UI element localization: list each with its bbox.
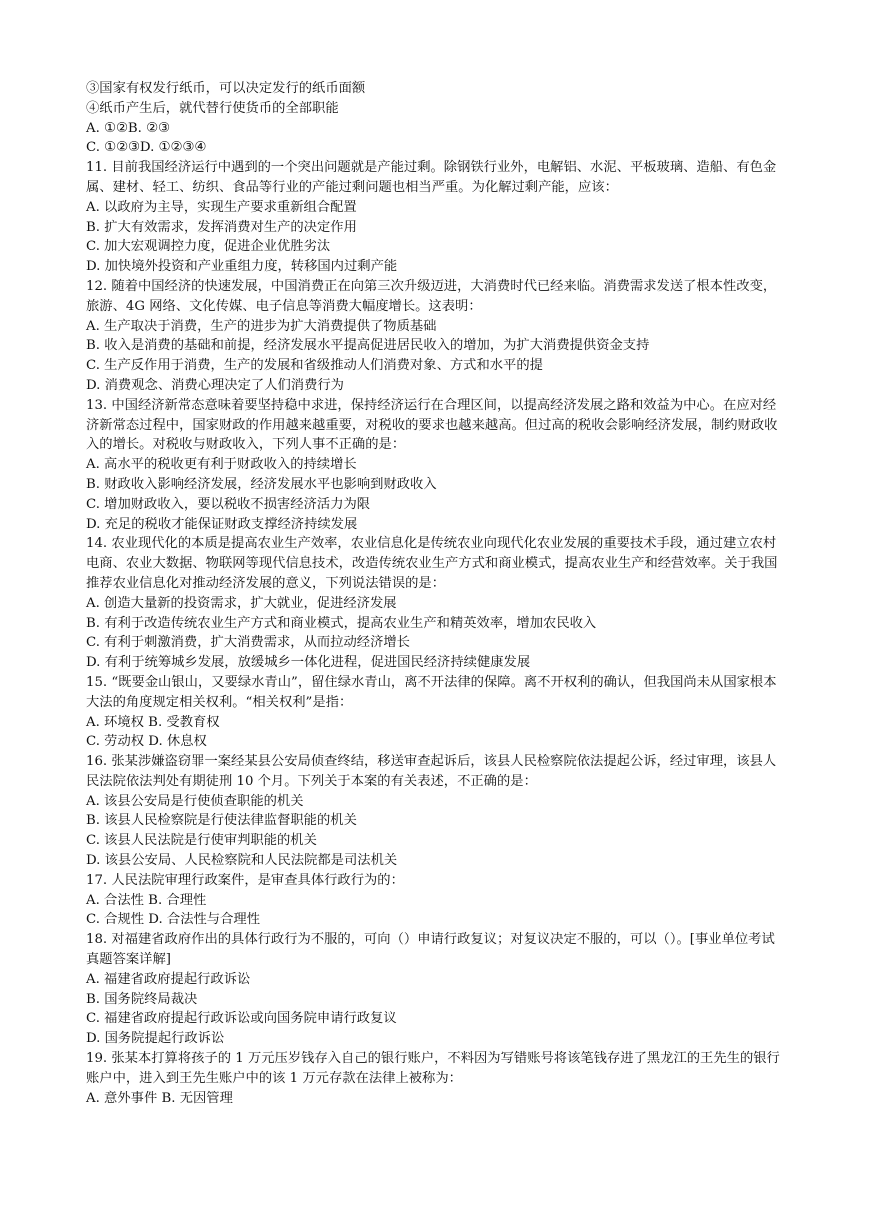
option-line: A. 该县公安局是行使侦查职能的机关 xyxy=(86,793,304,809)
option-line: ④纸币产生后，就代替行使货币的全部职能 xyxy=(86,100,339,116)
option-line: D. 有利于统筹城乡发展，放缓城乡一体化进程，促进国民经济持续健康发展 xyxy=(86,655,531,671)
option-line: D. 加快境外投资和产业重组力度，转移国内过剩产能 xyxy=(86,259,398,275)
question-15: 15. “既要金山银山，又要绿水青山”，留住绿水青山，离不开法律的保障。离不开权利的确认，但我国尚未从国家根本大法的角度规定相关权利。“相关权利”是指： xyxy=(86,674,777,710)
question-16: 16. 张某涉嫌盗窃罪一案经某县公安局侦查终结，移送审查起诉后，该县人民检察院依法提起公诉，经过审理，该县人民法院依法判处有期徒刑 10 个月。下列关于本案的有关表述，不正确的是： xyxy=(86,754,777,789)
option-line: B. 该县人民检察院是行使法律监督职能的机关 xyxy=(86,813,357,829)
option-line: A. 福建省政府提起行政诉讼 xyxy=(86,971,251,987)
option-line: ③国家有权发行纸币，可以决定发行的纸币面额 xyxy=(86,81,366,96)
option-line: D. 国务院提起行政诉讼 xyxy=(86,1031,225,1047)
option-line: C. 合规性 D. 合法性与合理性 xyxy=(86,912,260,928)
option-line: C. 增加财政收入，要以税收不损害经济活力为限 xyxy=(86,496,371,512)
document-body xyxy=(86,79,786,1108)
question-11: 11. 目前我国经济运行中遇到的一个突出问题就是产能过剩。除钢铁行业外，电解铝、水泥、平板玻璃、造船、有色金属、建材、轻工、纺织、食品等行业的产能过剩问题也相当严重。为化解过剩产能，应该： xyxy=(86,160,777,195)
question-18: 18. 对福建省政府作出的具体行政行为不服的，可向（）申请行政复议；对复议决定不服的，可以（）。[事业单位考试真题答案详解] xyxy=(86,932,775,968)
option-line: C. 生产反作用于消费，生产的发展和省级推动人们消费对象、方式和水平的提 xyxy=(86,358,543,374)
option-line: A. 生产取决于消费，生产的进步为扩大消费提供了物质基础 xyxy=(86,318,437,334)
option-line: A. ①②B. ②③ xyxy=(86,120,170,136)
question-13: 13. 中国经济新常态意味着要坚持稳中求进，保持经济运行在合理区间，以提高经济发展之路和效益为中心。在应对经济新常态过程中，国家财政的作用越来越重要，对税收的要求也越来越高。但过高的税收会影响经济发展，制约财政收入的增长。对税收与财政收入，下列人事不正确的是： xyxy=(86,397,778,453)
option-line: B. 国务院终局裁决 xyxy=(86,991,198,1007)
option-line: C. 有利于刺激消费，扩大消费需求，从而拉动经济增长 xyxy=(86,635,410,651)
option-line: D. 充足的税收才能保证财政支撑经济持续发展 xyxy=(86,516,358,532)
option-line: D. 该县公安局、人民检察院和人民法院都是司法机关 xyxy=(86,853,398,869)
option-line: A. 合法性 B. 合理性 xyxy=(86,892,207,908)
option-line: C. 福建省政府提起行政诉讼或向国务院申请行政复议 xyxy=(86,1011,397,1027)
option-line: A. 创造大量新的投资需求，扩大就业，促进经济发展 xyxy=(86,595,397,611)
question-19: 19. 张某本打算将孩子的 1 万元压岁钱存入自己的银行账户，不料因为写错账号将该笔钱存进了黑龙江的王先生的银行账户中，进入到王先生账户中的该 1 万元存款在法律上被称为： xyxy=(86,1051,780,1086)
question-17: 17. 人民法院审理行政案件，是审查具体行政行为的： xyxy=(86,872,404,888)
option-line: D. 消费观念、消费心理决定了人们消费行为 xyxy=(86,377,344,393)
option-line: B. 收入是消费的基础和前提，经济发展水平提高促进居民收入的增加，为扩大消费提供资金支持 xyxy=(86,338,650,354)
option-line: B. 财政收入影响经济发展，经济发展水平也影响到财政收入 xyxy=(86,476,437,492)
option-line: B. 扩大有效需求，发挥消费对生产的决定作用 xyxy=(86,219,357,235)
option-line: A. 环境权 B. 受教育权 xyxy=(86,714,220,730)
option-line: C. 劳动权 D. 休息权 xyxy=(86,734,207,750)
option-line: C. 加大宏观调控力度，促进企业优胜劣汰 xyxy=(86,239,331,255)
option-line: A. 以政府为主导，实现生产要求重新组合配置 xyxy=(86,199,357,215)
option-line: B. 有利于改造传统农业生产方式和商业模式，提高农业生产和精英效率，增加农民收入 xyxy=(86,615,597,631)
question-14: 14. 农业现代化的本质是提高农业生产效率，农业信息化是传统农业向现代化农业发展的重要技术手段，通过建立农村电商、农业大数据、物联网等现代信息技术，改造传统农业生产方式和商业模式，提高农业生产和经营效率。关于我国推荐农业信息化对推动经济发展的意义，下列说法错误的是： xyxy=(86,536,778,591)
option-line: C. 该县人民法院是行使审判职能的机关 xyxy=(86,833,317,849)
option-line: A. 高水平的税收更有利于财政收入的持续增长 xyxy=(86,457,357,473)
question-12: 12. 随着中国经济的快速发展，中国消费正在向第三次升级迈进，大消费时代已经来临。消费需求发送了根本性改变，旅游、4G 网络、文化传媒、电子信息等消费大幅度增长。这表明： xyxy=(86,278,777,314)
option-line: C. ①②③D. ①②③④ xyxy=(86,140,207,156)
option-line: A. 意外事件 B. 无因管理 xyxy=(86,1090,233,1106)
